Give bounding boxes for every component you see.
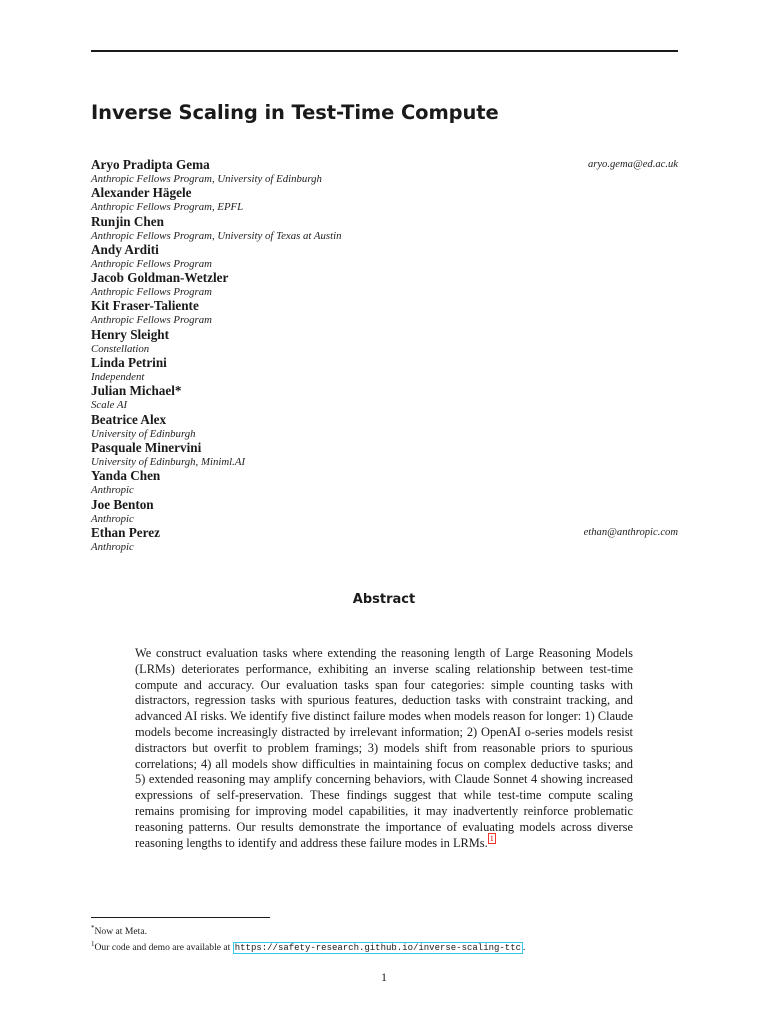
author-name: Henry Sleight (91, 326, 170, 342)
footnote-text: Our code and demo are available at (94, 942, 233, 954)
author-name: Linda Petrini (91, 355, 167, 371)
author-affiliation: Anthropic (91, 540, 134, 553)
author-affiliation: Independent (91, 371, 145, 384)
author-name: Pasquale Minervini (91, 439, 202, 455)
paper-title: Inverse Scaling in Test-Time Compute (91, 101, 499, 124)
author-entry (91, 270, 678, 298)
author-name: Kit Fraser-Taliente (91, 298, 199, 314)
footnote-item (91, 938, 691, 955)
author-entry (91, 298, 678, 326)
author-name: Aryo Pradipta Gema (91, 157, 210, 172)
author-affiliation: Anthropic Fellows Program (91, 314, 212, 327)
page-number: 1 (381, 970, 387, 984)
footnote-item (91, 922, 691, 938)
author-entry (91, 355, 678, 383)
abstract-text: We construct evaluation tasks where extending the reasoning length of Large Reasoning Models (LRMs) deteriorates performance, exhibiting an inverse scaling relationship between test-time compute and accuracy. Our evaluation tasks span four categories: simple counting tasks with distractors, regression tasks with spurious features, deduction tasks with constraint tracking, and advanced AI risks. We identify five distinct failure modes when models reason for longer: 1) Claude models become increasingly distracted by irrelevant information; 2) OpenAI o-series models resist distractors but overfit to problem framings; 3) models shift from reasonable priors to spurious correlations; 4) all models show difficulties in maintaining focus on complex deductive tasks; and 5) extended reasoning may amplify concerning behaviors, with Claude Sonnet 4 showing increased expressions of self-preservation. These findings suggest that while test-time compute scaling remains promising for improving model capabilities, it may inadvertently reinforce problematic reasoning patterns. Our results demonstrate the importance of evaluating models across diverse reasoning lengths to identify and address these failure modes in LRMs. (135, 646, 633, 850)
author-entry (91, 468, 678, 496)
author-name: Joe Benton (91, 496, 154, 512)
footnote-suffix: . (523, 942, 526, 954)
author-entry (91, 242, 678, 270)
author-affiliation: Anthropic Fellows Program, University of Texas at Austin (91, 229, 342, 242)
author-name: Beatrice Alex (91, 411, 167, 427)
author-affiliation: Scale AI (91, 399, 128, 412)
author-name: Andy Arditi (91, 241, 159, 257)
author-email[interactable]: aryo.gema@ed.ac.uk (587, 159, 678, 170)
footnote-marker[interactable]: 1 (489, 834, 494, 844)
author-entry (91, 327, 678, 355)
author-entry (91, 185, 678, 213)
author-email[interactable]: ethan@anthropic.com (583, 526, 678, 538)
author-name: Alexander Hägele (91, 185, 192, 201)
author-entry (91, 412, 678, 440)
author-entry (91, 525, 678, 553)
author-affiliation: Constellation (91, 342, 150, 355)
author-entry (91, 497, 678, 525)
abstract-heading: Abstract (352, 592, 416, 607)
footnote-rule (91, 917, 270, 918)
footnote-text: Now at Meta. (94, 926, 147, 938)
author-entry (91, 383, 678, 411)
author-list (91, 157, 678, 553)
footnote-marker-star: * (91, 924, 95, 932)
author-affiliation: Anthropic Fellows Program, University of Edinburgh (91, 173, 322, 185)
code-link[interactable]: https://safety-research.github.io/inverse-scaling-ttc (234, 943, 521, 954)
author-entry (91, 440, 678, 468)
author-entry (91, 157, 678, 185)
author-affiliation: University of Edinburgh (91, 427, 196, 440)
author-affiliation: Anthropic Fellows Program (91, 257, 212, 270)
author-name: Yanda Chen (91, 468, 161, 484)
author-entry (91, 214, 678, 242)
author-affiliation: Anthropic (91, 484, 134, 497)
author-name: Julian Michael* (91, 383, 182, 399)
footnote-marker-1: 1 (91, 940, 95, 949)
author-affiliation: Anthropic Fellows Program (91, 286, 212, 299)
author-name: Ethan Perez (91, 524, 160, 540)
top-rule (91, 50, 678, 52)
author-name: Jacob Goldman-Wetzler (91, 270, 229, 286)
footnotes (91, 922, 691, 955)
author-affiliation: Anthropic (91, 512, 134, 525)
abstract-body (135, 646, 633, 851)
author-affiliation: University of Edinburgh, Miniml.AI (91, 455, 246, 468)
author-name: Runjin Chen (91, 213, 164, 229)
author-affiliation: Anthropic Fellows Program, EPFL (91, 201, 244, 214)
